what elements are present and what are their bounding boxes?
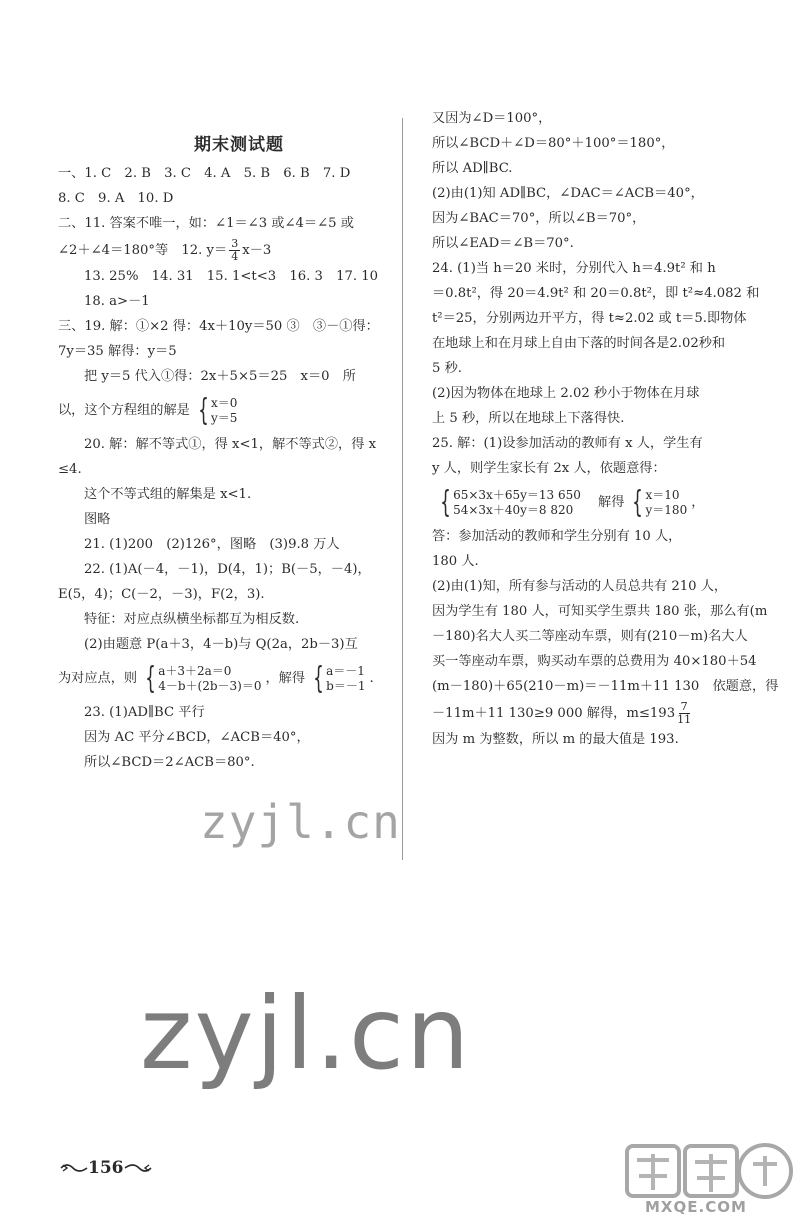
answer-line: 特征：对应点纵横坐标都互为相反数. (84, 612, 300, 627)
answer-line: 23. (1)AD∥BC 平行 (84, 705, 205, 720)
brace-icon: { (632, 484, 644, 520)
answer-line: ＝0.8t²，得 20＝4.9t² 和 20＝0.8t²，即 t²≈4.082 和 (432, 286, 760, 301)
answer-line: 因为∠BAC＝70°，所以∠B＝70°， (432, 211, 646, 226)
answer-line: 图略 (84, 512, 111, 527)
page-number: 156 (88, 1158, 124, 1178)
answer-line: 所以∠BCD＋∠D＝80°＋100°＝180°， (432, 136, 675, 151)
answer-line: 25. 解：(1)设参加活动的教师有 x 人，学生有 (432, 436, 703, 451)
page-number-footer (60, 1158, 152, 1178)
answer-line: 二、11. 答案不唯一，如：∠1＝∠3 或∠4＝∠5 或 (58, 216, 354, 231)
equation-row: a＋3＋2a＝0 (158, 663, 232, 678)
fraction-numerator: 3 (231, 237, 239, 250)
right-answers (432, 108, 779, 751)
answer-line: 因为学生有 180 人，可知买学生票共 180 张，那么有(m (432, 604, 768, 619)
brace-icon: { (145, 660, 156, 696)
line-text: ， (691, 495, 705, 510)
answer-line: (m－180)＋65(210－m)＝－11m＋11 130 依题意，得 (432, 679, 779, 694)
equation-rows (646, 488, 688, 518)
answer-line: y 人，则学生家长有 2x 人，依题意得： (432, 461, 666, 476)
equation-row: 65×3x＋65y＝13 650 (453, 487, 581, 502)
left-answers (58, 163, 380, 774)
answer-line: 在地球上和在月球上自由下落的时间各是2.02秒和 (432, 336, 726, 351)
answer-line: 一、1. C 2. B 3. C 4. A 5. B 6. B 7. D (58, 166, 351, 181)
equation-rows (453, 488, 581, 518)
answer-line (58, 238, 380, 263)
answer-line: 22. (1)A(－4，－1)，D(4，1)；B(－5，－4)， (84, 562, 371, 577)
answer-line (58, 659, 380, 699)
fraction (677, 701, 691, 726)
answer-line: 20. 解：解不等式①，得 x<1，解不等式②，得 x (84, 437, 377, 452)
equation-system (141, 660, 262, 696)
answer-line: 把 y＝5 代入①得：2x＋5×5＝25 x＝0 所 (84, 369, 356, 384)
page-title: 期末测试题 (194, 135, 284, 155)
right-ornament-icon (124, 1161, 152, 1175)
equation-rows (326, 664, 365, 694)
line-text: 为对应点，则 (58, 671, 138, 686)
answer-line: 又因为∠D＝100°， (432, 111, 552, 126)
answer-line: 因为 AC 平分∠BCD，∠ACB＝40°， (84, 730, 310, 745)
answer-line: 三、19. 解：①×2 得：4x＋10y＝50 ③ ③－①得： (58, 319, 379, 334)
answer-line: 所以∠BCD＝2∠ACB＝80°. (84, 755, 255, 770)
answer-line: 上 5 秒，所以在地球上下落得快. (432, 411, 625, 426)
answer-line: 8. C 9. A 10. D (58, 191, 174, 206)
equation-row: a＝－1 (326, 663, 365, 678)
answer-line: 买一等座动车票，购买动车票的总费用为 40×180＋54 (432, 654, 757, 669)
answer-line: (2)由(1)知 AD∥BC，∠DAC＝∠ACB＝40°， (432, 186, 704, 201)
answer-line: 因为 m 为整数，所以 m 的最大值是 193. (432, 732, 679, 747)
brace-icon: { (198, 392, 209, 428)
equation-row: y＝180 (645, 502, 688, 517)
equation-row: x＝10 (645, 487, 680, 502)
answer-line: (2)由(1)知，所有参与活动的人员总共有 210 人， (432, 579, 728, 594)
answer-line: t²＝25，分别两边开平方，得 t≈2.02 或 t＝5.即物体 (432, 311, 747, 326)
equation-row: 4－b＋(2b－3)＝0 (158, 678, 262, 693)
fraction-denominator: 11 (677, 713, 692, 726)
left-ornament-icon (60, 1161, 88, 1175)
equation-row: y＝5 (210, 410, 238, 425)
answer-line: 所以∠EAD＝∠B＝70°. (432, 236, 574, 251)
answer-line: 18. a>－1 (84, 294, 150, 309)
line-text: x－3 (242, 243, 272, 258)
equation-system (628, 484, 688, 520)
equation-row: 54×3x＋40y＝8 820 (453, 502, 574, 517)
fraction-denominator: 4 (231, 250, 239, 263)
fraction (229, 238, 240, 263)
answer-line: ≤4. (58, 462, 82, 477)
watermark-small: zyjl.cn (200, 795, 401, 849)
answer-line (432, 483, 772, 523)
line-text: 以，这个方程组的解是 (58, 403, 190, 418)
equation-rows (211, 396, 237, 426)
equation-row: x＝0 (210, 395, 238, 410)
answer-line: (2)因为物体在地球上 2.02 秒小于物体在月球 (432, 386, 700, 401)
answer-line (58, 391, 380, 431)
line-text: 解得 (584, 495, 625, 510)
line-text: . (369, 671, 374, 686)
line-text: ，解得 (265, 671, 306, 686)
equation-row: b＝－1 (326, 678, 366, 693)
equation-system (309, 660, 366, 696)
fraction-numerator: 7 (680, 700, 688, 713)
answer-line: 7y＝35 解得：y＝5 (58, 344, 177, 359)
answer-line: 所以 AD∥BC. (432, 161, 513, 176)
answer-line: 180 人. (432, 554, 479, 569)
answer-line: (2)由题意 P(a＋3，4－b)与 Q(2a，2b－3)互 (84, 637, 358, 652)
watermark-large: zyjl.cn (140, 975, 472, 1092)
answer-line (432, 701, 772, 726)
stamp-url: MXQE.COM (645, 1198, 747, 1216)
answer-line: －180)名大人买二等座动车票，则有(210－m)名大人 (432, 629, 748, 644)
answer-line: 5 秒. (432, 361, 462, 376)
brace-icon: { (440, 484, 451, 520)
equation-rows (158, 664, 261, 694)
answer-line: 这个不等式组的解集是 x<1. (84, 487, 252, 502)
equation-system (436, 484, 581, 520)
column-divider (402, 118, 403, 860)
line-text: －11m＋11 130≥9 000 解得，m≤193 (432, 706, 676, 721)
equation-system (194, 392, 238, 428)
line-text: ∠2＋∠4＝180°等 12. y＝ (58, 243, 228, 258)
left-column (58, 118, 380, 777)
right-column (432, 108, 779, 754)
answer-line: 24. (1)当 h＝20 米时，分别代入 h＝4.9t² 和 h (432, 261, 716, 276)
answer-line: 答：参加活动的教师和学生分别有 10 人， (432, 529, 682, 544)
answer-line: 13. 25% 14. 31 15. 1<t<3 16. 3 17. 10 (84, 269, 379, 284)
answer-line: E(5，4)；C(－2，－3)，F(2，3). (58, 587, 265, 602)
answer-line: 21. (1)200 (2)126°，图略 (3)9.8 万人 (84, 537, 340, 552)
brace-icon: { (313, 660, 324, 696)
